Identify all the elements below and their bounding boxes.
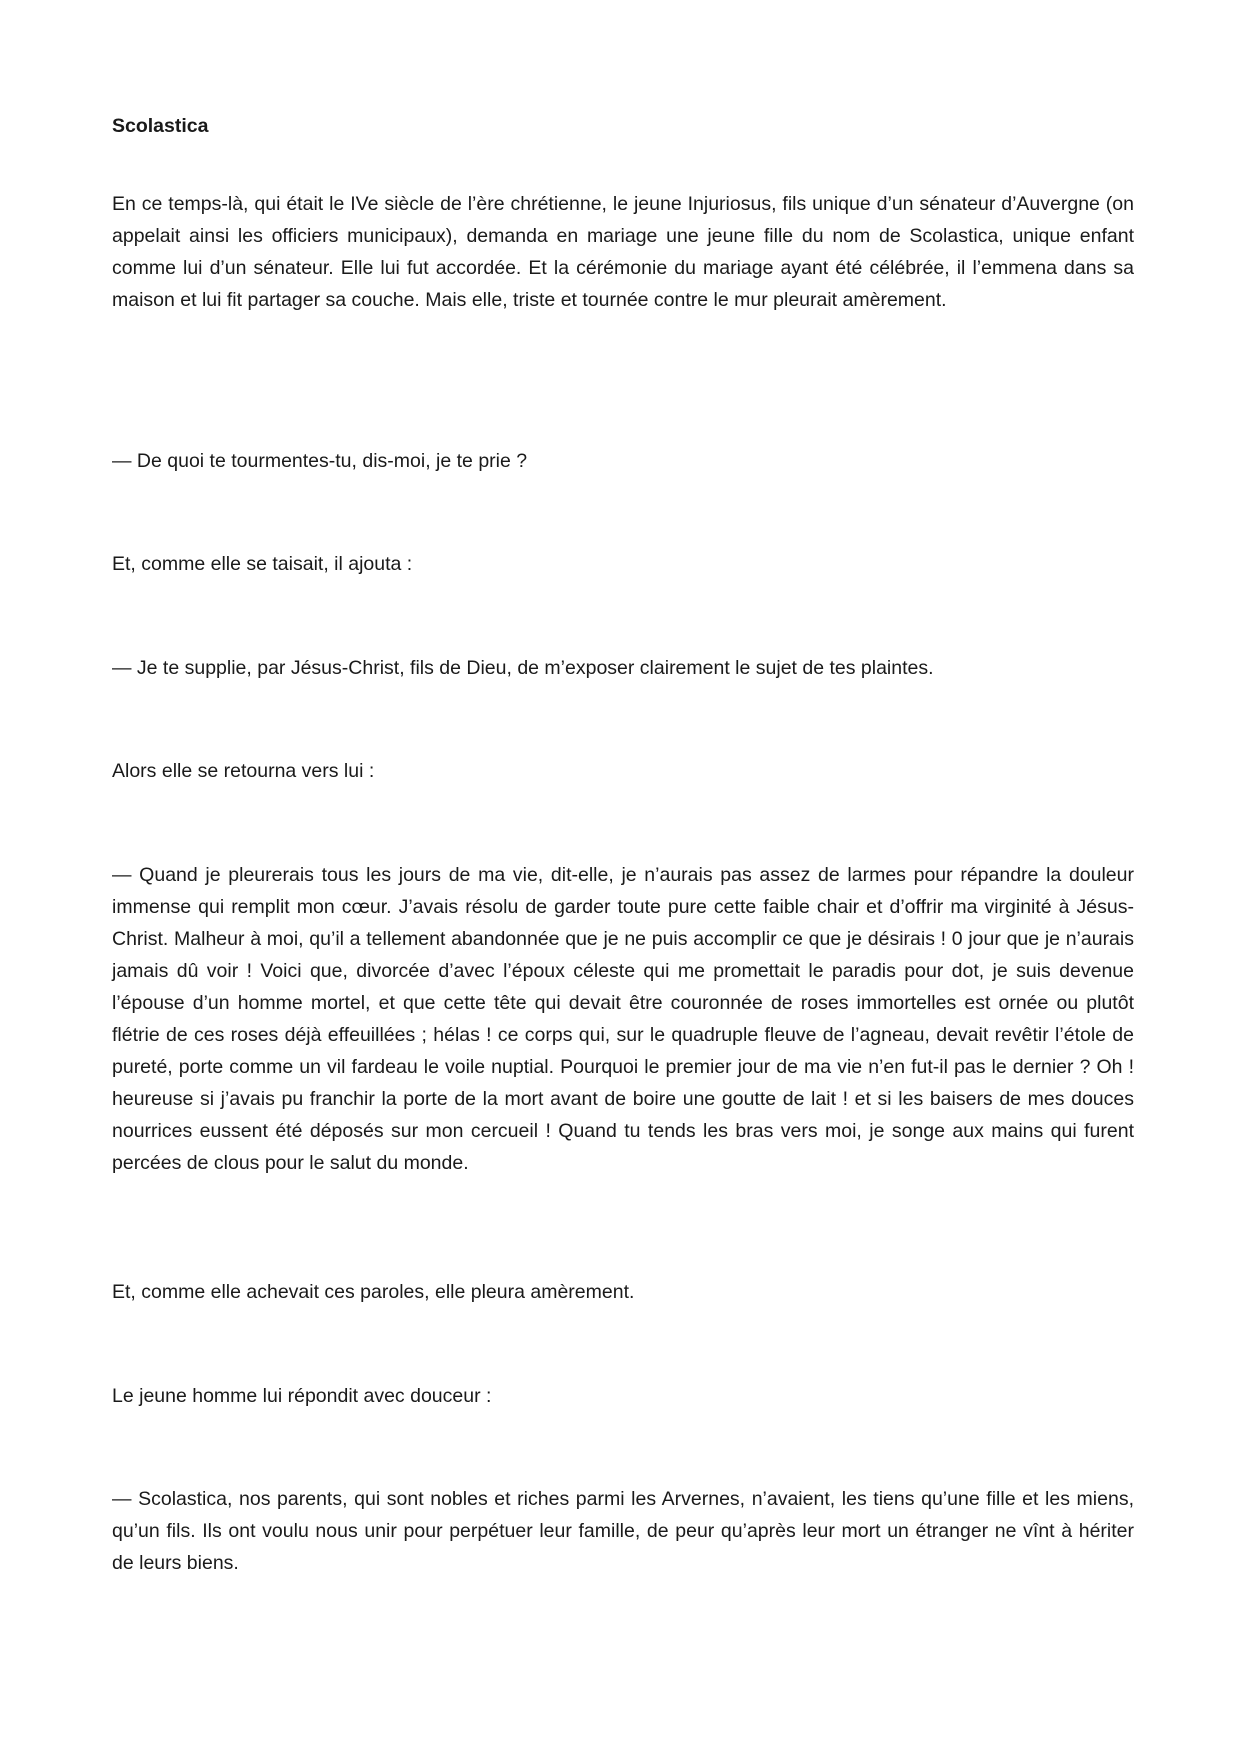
document-title: Scolastica: [112, 115, 209, 137]
paragraph-5: Alors elle se retourna vers lui :: [112, 760, 375, 782]
paragraph-4: — Je te supplie, par Jésus-Christ, fils de Dieu, de m’exposer clairement le sujet de tes plaintes.: [112, 657, 934, 679]
paragraph-9: — Scolastica, nos parents, qui sont nobles et riches parmi les Arvernes, n’avaient, les tiens qu’une fille et les miens, qu’un fils. Ils ont voulu nous unir pour perpétuer leur famille, de peur qu’après leur mort un étranger ne vînt à hériter de leurs biens.: [112, 1488, 1134, 1574]
paragraph-1: En ce temps-là, qui était le IVe siècle de l’ère chrétienne, le jeune Injuriosus, fils unique d’un sénateur d’Auvergne (on appelait ainsi les officiers municipaux), demanda en mariage une jeune fille du nom de Scolastica, unique enfant comme lui d’un sénateur. Elle lui fut accordée. Et la cérémonie du mariage ayant été célébrée, il l’emmena dans sa maison et lui fit partager sa couche. Mais elle, triste et tournée contre le mur pleurait amèrement.: [112, 193, 1134, 311]
paragraph-7: Et, comme elle achevait ces paroles, elle pleura amèrement.: [112, 1281, 635, 1303]
paragraph-6: — Quand je pleurerais tous les jours de ma vie, dit-elle, je n’aurais pas assez de larmes pour répandre la douleur immense qui remplit mon cœur. J’avais résolu de garder toute pure cette faible chair et d’offrir ma virginité à Jésus-Christ. Malheur à moi, qu’il a tellement abandonnée que je ne puis accomplir ce que je désirais ! 0 jour que je n’aurais jamais dû voir ! Voici que, divorcée d’avec l’époux céleste qui me promettait le paradis pour dot, je suis devenue l’épouse d’un homme mortel, et que cette tête qui devait être couronnée de roses immortelles est ornée ou plutôt flétrie de ces roses déjà effeuillées ; hélas ! ce corps qui, sur le quadruple fleuve de l’agneau, devait revêtir l’étole de pureté, porte comme un vil fardeau le voile nuptial. Pourquoi le premier jour de ma vie n’en fut-il pas le dernier ? Oh ! heureuse si j’avais pu franchir la porte de la mort avant de boire une goutte de lait ! et si les baisers de mes douces nourrices eussent été déposés sur mon cercueil ! Quand tu tends les bras vers moi, je songe aux mains qui furent percées de clous pour le salut du monde.: [112, 864, 1134, 1174]
paragraph-8: Le jeune homme lui répondit avec douceur :: [112, 1385, 492, 1407]
paragraph-3: Et, comme elle se taisait, il ajouta :: [112, 553, 413, 575]
paragraph-2: — De quoi te tourmentes-tu, dis-moi, je te prie ?: [112, 450, 528, 472]
